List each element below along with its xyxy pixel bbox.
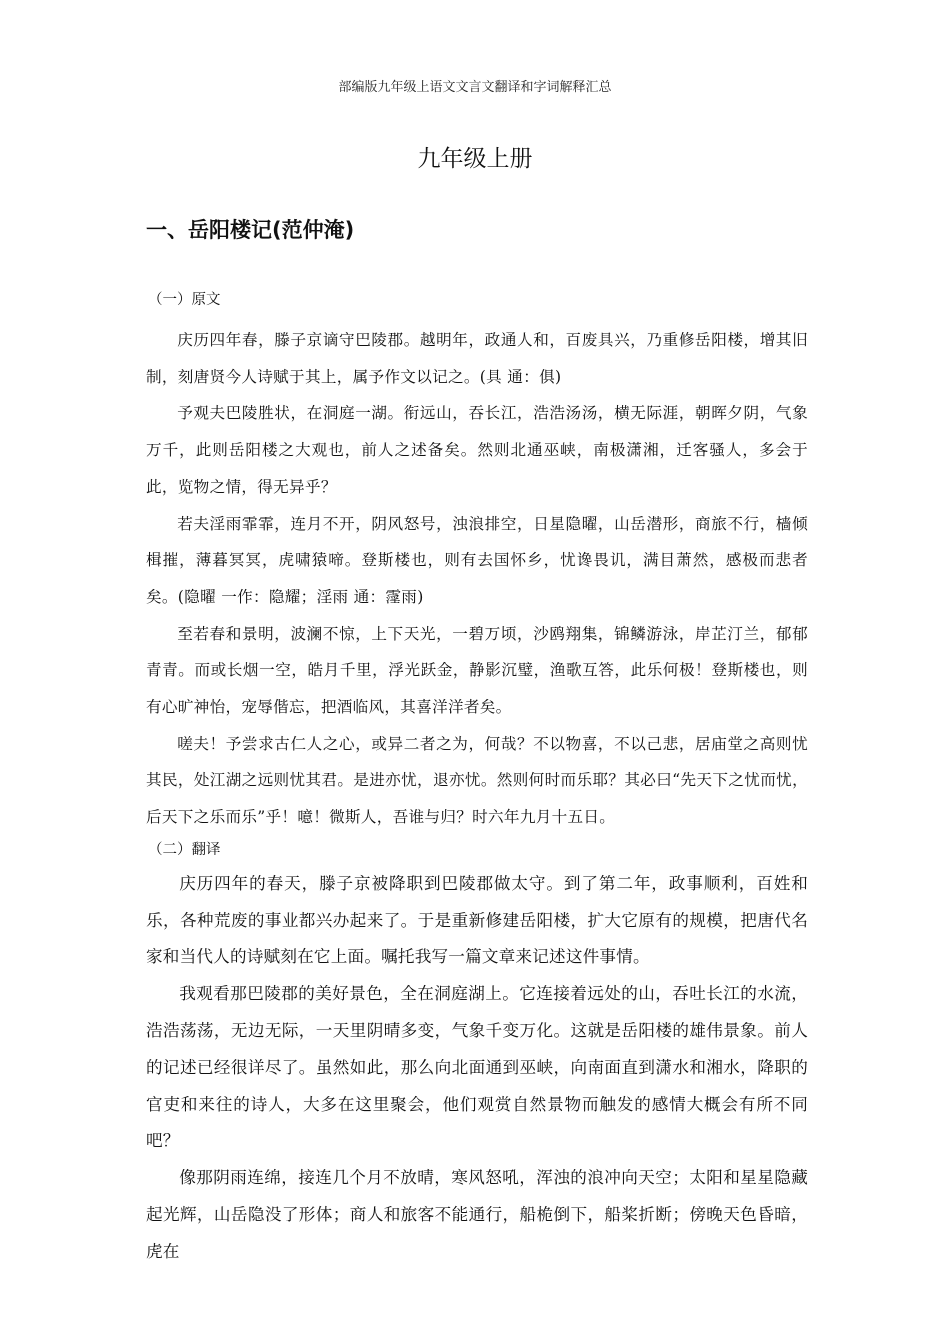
original-heading: （一）原文 [148,292,221,308]
original-paragraph: 若夫淫雨霏霏，连月不开，阴风怒号，浊浪排空，日星隐曜，山岳潜形，商旅不行，樯倾楫摧，薄暮冥冥，虎啸猿啼。登斯楼也，则有去国怀乡，忧谗畏讥，满目萧然，感极而悲者矣。(隐曜 一作：隐耀；淫雨 通：霪雨) [146,514,808,606]
translation-heading: （二）翻译 [148,841,221,858]
chapter-title: 一、岳阳楼记(范仲淹) [146,218,355,242]
running-header: 部编版九年级上语文文言文翻译和字词解释汇总 [338,80,612,95]
original-paragraph: 至若春和景明，波澜不惊，上下天光，一碧万顷，沙鸥翔集，锦鳞游泳，岸芷汀兰，郁郁青青。而或长烟一空，皓月千里，浮光跃金，静影沉璧，渔歌互答，此乐何极！登斯楼也，则有心旷神怡，宠辱偕忘，把酒临风，其喜洋洋者矣。 [146,624,808,717]
original-paragraph: 庆历四年春，滕子京谪守巴陵郡。越明年，政通人和，百废具兴，乃重修岳阳楼，增其旧制，刻唐贤今人诗赋于其上，属予作文以记之。(具 通：俱) [146,331,808,386]
body-text [146,286,808,1271]
original-paragraph: 予观夫巴陵胜状，在洞庭一湖。衔远山，吞长江，浩浩汤汤，横无际涯，朝晖夕阴，气象万千，此则岳阳楼之大观也，前人之述备矣。然则北通巫峡，南极潇湘，迁客骚人，多会于此，览物之情，得无异乎？ [146,404,808,496]
original-paragraph: 嗟夫！予尝求古仁人之心，或异二者之为，何哉？不以物喜，不以己悲，居庙堂之高则忧其民，处江湖之远则忧其君。是进亦忧，退亦忧。然则何时而乐耶？其必曰“先天下之忧而忧，后天下之乐而乐”乎！噫！微斯人，吾谁与归？时六年九月十五日。 [146,734,808,827]
translation-text [146,866,808,1271]
translation-paragraph: 像那阴雨连绵，接连几个月不放晴，寒风怒吼，浑浊的浪冲向天空；太阳和星星隐藏起光辉，山岳隐没了形体；商人和旅客不能通行，船桅倒下，船桨折断；傍晚天色昏暗，虎在 [146,1168,808,1261]
original-text [146,322,808,836]
book-title: 九年级上册 [417,146,533,172]
translation-paragraph: 庆历四年的春天，滕子京被降职到巴陵郡做太守。到了第二年，政事顺利，百姓和乐，各种荒废的事业都兴办起来了。于是重新修建岳阳楼，扩大它原有的规模，把唐代名家和当代人的诗赋刻在它上面。嘱托我写一篇文章来记述这件事情。 [146,873,808,967]
translation-paragraph: 我观看那巴陵郡的美好景色，全在洞庭湖上。它连接着远处的山，吞吐长江的水流，浩浩荡荡，无边无际，一天里阴晴多变，气象千变万化。这就是岳阳楼的雄伟景象。前人的记述已经很详尽了。虽然如此，那么向北面通到巫峡，向南面直到潇水和湘水，降职的官吏和来往的诗人，大多在这里聚会，他们观赏自然景物而触发的感情大概会有所不同吧？ [146,984,808,1151]
